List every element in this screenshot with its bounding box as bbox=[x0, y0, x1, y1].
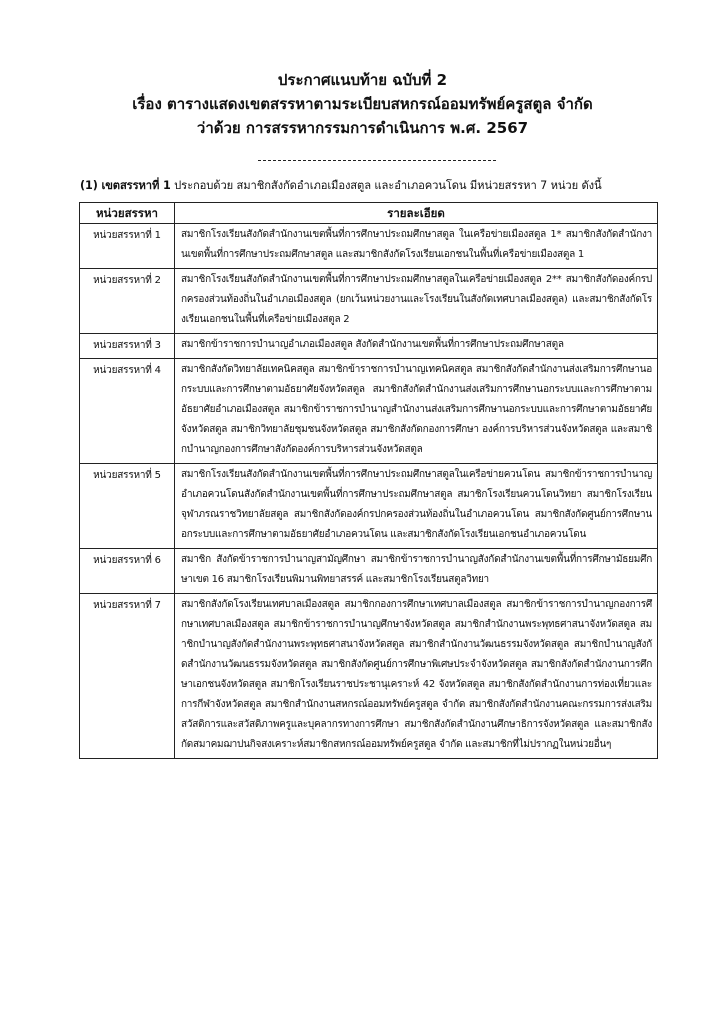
table-row bbox=[80, 594, 658, 759]
section-heading-text: ประกอบด้วย สมาชิกสังกัดอำเภอเมืองสตูล และอำเภอควนโดน มีหน่วยสรรหา 7 หน่วย ดังนี้ bbox=[170, 179, 602, 192]
section-heading-bold: (1) เขตสรรหาที่ 1 bbox=[80, 179, 171, 192]
subject-line: เรื่อง ตารางแสดงเขตสรรหาตามระเบียบสหกรณ์ออมทรัพย์ครูสตูล จำกัด bbox=[132, 95, 593, 113]
table-row bbox=[80, 224, 658, 269]
table-row bbox=[80, 359, 658, 464]
announcement-title: ประกาศแนบท้าย ฉบับที่ 2 bbox=[277, 71, 448, 89]
section-heading bbox=[80, 178, 670, 194]
unit-cell: หน่วยสรรหาที่ 6 bbox=[80, 549, 175, 594]
detail-cell: สมาชิก สังกัดข้าราชการบำนาญสามัญศึกษา สมาชิกข้าราชการบำนาญสังกัดสำนักงานเขตพื้นที่การศึกษามัธยมศึกษาเขต 16 สมาชิกโรงเรียนพิมานพิทยาสรรค์ และสมาชิกโรงเรียนสตูลวิทยา bbox=[175, 549, 658, 594]
table-header-row bbox=[80, 203, 658, 224]
detail-cell: สมาชิกสังกัดวิทยาลัยเทคนิคสตูล สมาชิกข้าราชการบำนาญเทคนิคสตูล สมาชิกสังกัดสำนักงานส่งเสริมการศึกษานอกระบบและการศึกษาตามอัธยาศัยจังหวัดสตูล สมาชิกสังกัดสำนักงานส่งเสริมการศึกษานอกระบบและการศึกษาตามอัธยาศัยอำเภอเมืองสตูล สมาชิกข้าราชการบำนาญสำนักงานส่งเสริมการศึกษานอกระบบและการศึกษาตามอัธยาศัยจังหวัดสตูล สมาชิกวิทยาลัยชุมชนจังหวัดสตูล สมาชิกสังกัดกองการศึกษา องค์การบริหารส่วนจังหวัดสตูล และสมาชิกบำนาญกองการศึกษาสังกัดองค์การบริหารส่วนจังหวัดสตูล bbox=[175, 359, 658, 464]
table-row bbox=[80, 269, 658, 334]
unit-cell: หน่วยสรรหาที่ 5 bbox=[80, 464, 175, 549]
detail-cell: สมาชิกสังกัดโรงเรียนเทศบาลเมืองสตูล สมาชิกกองการศึกษาเทศบาลเมืองสตูล สมาชิกข้าราชการบำนาญกองการศึกษาเทศบาลเมืองสตูล สมาชิกข้าราชการบำนาญศึกษาจังหวัดสตูล สมาชิกสำนักงานพระพุทธศาสนาจังหวัดสตูล สมาชิกบำนาญสังกัดสำนักงานพระพุทธศาสนาจังหวัดสตูล สมาชิกสำนักงานวัฒนธรรมจังหวัดสตูล สมาชิกบำนาญสังกัดสำนักงานวัฒนธรรมจังหวัดสตูล สมาชิกสังกัดศูนย์การศึกษาพิเศษประจำจังหวัดสตูล สมาชิกสังกัดสำนักงานการศึกษาเอกชนจังหวัดสตูล สมาชิกโรงเรียนราชประชานุเคราะห์ 42 จังหวัดสตูล สมาชิกสังกัดสำนักงานการท่องเที่ยวและการกีฬาจังหวัดสตูล สมาชิกสำนักงานสหกรณ์ออมทรัพย์ครูสตูล จำกัด สมาชิกสังกัดสำนักงานคณะกรรมการส่งเสริมสวัสดิการและสวัสดิภาพครูและบุคลากรทางการศึกษา สมาชิกสังกัดสำนักงานศึกษาธิการจังหวัดสตูล และสมาชิกสังกัดสมาคมฌาปนกิจสงเคราะห์สมาชิกสหกรณ์ออมทรัพย์ครูสตูล จำกัด และสมาชิกที่ไม่ปรากฏในหน่วยอื่นๆ bbox=[175, 594, 658, 759]
dashed-separator bbox=[258, 160, 496, 161]
detail-cell: สมาชิกข้าราชการบำนาญอำเภอเมืองสตูล สังกัดสำนักงานเขตพื้นที่การศึกษาประถมศึกษาสตูล bbox=[175, 334, 658, 359]
unit-cell: หน่วยสรรหาที่ 7 bbox=[80, 594, 175, 759]
table-row bbox=[80, 334, 658, 359]
unit-cell: หน่วยสรรหาที่ 2 bbox=[80, 269, 175, 334]
unit-cell: หน่วยสรรหาที่ 3 bbox=[80, 334, 175, 359]
header-unit: หน่วยสรรหา bbox=[80, 203, 175, 224]
table-row bbox=[80, 464, 658, 549]
regulation-line: ว่าด้วย การสรรหากรรมการดำเนินการ พ.ศ. 2567 bbox=[196, 119, 529, 137]
detail-cell: สมาชิกโรงเรียนสังกัดสำนักงานเขตพื้นที่การศึกษาประถมศึกษาสตูลในเครือข่ายเมืองสตูล 2** สมาชิกสังกัดองค์กรปกครองส่วนท้องถิ่นในอำเภอเมืองสตูล (ยกเว้นหน่วยงานและโรงเรียนในสังกัดเทศบาลเมืองสตูล) และสมาชิกสังกัดโรงเรียนเอกชนในพื้นที่เครือข่ายเมืองสตูล 2 bbox=[175, 269, 658, 334]
unit-cell: หน่วยสรรหาที่ 1 bbox=[80, 224, 175, 269]
title-block bbox=[0, 68, 725, 140]
detail-cell: สมาชิกโรงเรียนสังกัดสำนักงานเขตพื้นที่การศึกษาประถมศึกษาสตูล ในเครือข่ายเมืองสตูล 1* สมาชิกสังกัดสำนักงานเขตพื้นที่การศึกษาประถมศึกษาสตูล และสมาชิกสังกัดโรงเรียนเอกชนในพื้นที่เครือข่ายเมืองสตูล 1 bbox=[175, 224, 658, 269]
recruitment-units-table bbox=[79, 202, 658, 759]
table-row bbox=[80, 549, 658, 594]
detail-cell: สมาชิกโรงเรียนสังกัดสำนักงานเขตพื้นที่การศึกษาประถมศึกษาสตูลในเครือข่ายควนโดน สมาชิกข้าราชการบำนาญอำเภอควนโดนสังกัดสำนักงานเขตพื้นที่การศึกษาประถมศึกษาสตูล สมาชิกโรงเรียนควนโดนวิทยา สมาชิกโรงเรียนจุฬาภรณราชวิทยาลัยสตูล สมาชิกสังกัดองค์กรปกครองส่วนท้องถิ่นในอำเภอควนโดน สมาชิกสังกัดศูนย์การศึกษานอกระบบและการศึกษาตามอัธยาศัยอำเภอควนโดน และสมาชิกสังกัดโรงเรียนเอกชนอำเภอควนโดน bbox=[175, 464, 658, 549]
unit-cell: หน่วยสรรหาที่ 4 bbox=[80, 359, 175, 464]
header-detail: รายละเอียด bbox=[175, 203, 658, 224]
